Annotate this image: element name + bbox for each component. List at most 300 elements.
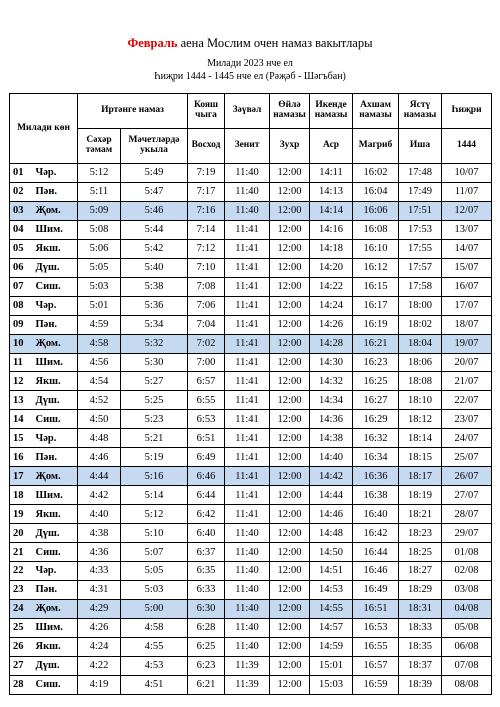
table-row [10,543,492,562]
asr-time: 14:22 [310,277,353,296]
sahar-time: 4:33 [78,562,121,581]
mechet-time: 4:55 [121,637,188,656]
mechet-time: 5:10 [121,524,188,543]
weekday: Шим. [34,353,78,372]
sunrise-time: 6:25 [188,637,225,656]
maghrib-time: 16:53 [353,618,399,637]
isha-time: 18:37 [399,656,442,675]
isha-time: 18:02 [399,315,442,334]
isha-time: 17:53 [399,220,442,239]
isha-time: 18:39 [399,675,442,694]
zuhr-time: 12:00 [270,618,310,637]
header-miladi-kon: Милади көн [10,94,78,164]
asr-time: 15:03 [310,675,353,694]
hijri-date: 22/07 [442,391,492,410]
sahar-time: 4:40 [78,505,121,524]
zenith-time: 11:41 [225,410,270,429]
maghrib-time: 16:02 [353,164,399,183]
zuhr-time: 12:00 [270,562,310,581]
header-zavval: Зәүвәл [225,94,270,129]
weekday: Дүш. [34,524,78,543]
sunrise-time: 6:57 [188,372,225,391]
isha-time: 17:49 [399,182,442,201]
zenith-time: 11:41 [225,315,270,334]
zuhr-time: 12:00 [270,675,310,694]
zuhr-time: 12:00 [270,334,310,353]
zenith-time: 11:41 [225,372,270,391]
maghrib-time: 16:34 [353,448,399,467]
asr-time: 14:40 [310,448,353,467]
sunrise-time: 7:12 [188,239,225,258]
mechet-time: 5:16 [121,467,188,486]
zenith-time: 11:39 [225,656,270,675]
hijri-date: 23/07 [442,410,492,429]
hijri-date: 02/08 [442,562,492,581]
sunrise-time: 6:55 [188,391,225,410]
asr-time: 14:50 [310,543,353,562]
day-number: 14 [10,410,34,429]
hijri-year-line: Һиҗри 1444 - 1445 нче ел (Рәҗәб - Шәгъбан) [154,71,346,82]
asr-time: 14:28 [310,334,353,353]
sunrise-time: 7:06 [188,296,225,315]
page-title [0,36,500,51]
mechet-time: 5:44 [121,220,188,239]
zuhr-time: 12:00 [270,429,310,448]
zenith-time: 11:41 [225,505,270,524]
maghrib-time: 16:21 [353,334,399,353]
isha-time: 17:55 [399,239,442,258]
mechet-time: 5:40 [121,258,188,277]
header-akhsham: Ахшам намазы [353,94,399,129]
isha-time: 17:58 [399,277,442,296]
zuhr-time: 12:00 [270,277,310,296]
day-number: 13 [10,391,34,410]
header-ikende: Икенде намазы [310,94,353,129]
zuhr-time: 12:00 [270,164,310,183]
hijri-date: 21/07 [442,372,492,391]
table-row [10,164,492,183]
isha-time: 17:48 [399,164,442,183]
weekday: Сиш. [34,675,78,694]
zenith-time: 11:40 [225,618,270,637]
day-number: 06 [10,258,34,277]
sunrise-time: 6:30 [188,599,225,618]
sahar-time: 4:52 [78,391,121,410]
hijri-date: 06/08 [442,637,492,656]
sunrise-time: 7:16 [188,201,225,220]
table-row [10,410,492,429]
weekday: Шим. [34,486,78,505]
table-row [10,637,492,656]
hijri-date: 11/07 [442,182,492,201]
maghrib-time: 16:49 [353,580,399,599]
weekday: Пән. [34,580,78,599]
zenith-time: 11:41 [225,334,270,353]
weekday: Дүш. [34,258,78,277]
day-number: 08 [10,296,34,315]
hijri-date: 24/07 [442,429,492,448]
day-number: 22 [10,562,34,581]
sunrise-time: 6:35 [188,562,225,581]
sunrise-time: 7:10 [188,258,225,277]
table-row [10,372,492,391]
maghrib-time: 16:29 [353,410,399,429]
mechet-time: 5:25 [121,391,188,410]
mechet-time: 5:27 [121,372,188,391]
weekday: Чәр. [34,164,78,183]
mechet-time: 5:03 [121,580,188,599]
zenith-time: 11:41 [225,277,270,296]
table-row [10,201,492,220]
sahar-time: 5:11 [78,182,121,201]
asr-time: 14:42 [310,467,353,486]
hijri-date: 10/07 [442,164,492,183]
mechet-time: 5:21 [121,429,188,448]
table-row [10,524,492,543]
asr-time: 14:14 [310,201,353,220]
weekday: Пән. [34,315,78,334]
zenith-time: 11:40 [225,562,270,581]
weekday: Сиш. [34,277,78,296]
mechet-time: 5:30 [121,353,188,372]
sahar-time: 4:29 [78,599,121,618]
mechet-time: 5:23 [121,410,188,429]
asr-time: 14:20 [310,258,353,277]
maghrib-time: 16:55 [353,637,399,656]
weekday: Җом. [34,599,78,618]
hijri-date: 18/07 [442,315,492,334]
sahar-time: 4:46 [78,448,121,467]
sahar-time: 4:59 [78,315,121,334]
hijri-date: 20/07 [442,353,492,372]
sunrise-time: 7:19 [188,164,225,183]
maghrib-time: 16:12 [353,258,399,277]
day-number: 15 [10,429,34,448]
zenith-time: 11:40 [225,637,270,656]
zenith-time: 11:41 [225,258,270,277]
asr-time: 14:53 [310,580,353,599]
sunrise-time: 6:53 [188,410,225,429]
table-row [10,656,492,675]
title-text: аена Мослим очен намаз вакытлары [177,36,373,50]
isha-time: 18:15 [399,448,442,467]
zuhr-time: 12:00 [270,599,310,618]
weekday: Дүш. [34,656,78,675]
maghrib-time: 16:06 [353,201,399,220]
maghrib-time: 16:51 [353,599,399,618]
zenith-time: 11:40 [225,543,270,562]
maghrib-time: 16:57 [353,656,399,675]
zuhr-time: 12:00 [270,315,310,334]
day-number: 27 [10,656,34,675]
header-zuhr: Зухр [270,129,310,164]
mechet-time: 5:49 [121,164,188,183]
isha-time: 18:06 [399,353,442,372]
asr-time: 15:01 [310,656,353,675]
sunrise-time: 6:23 [188,656,225,675]
table-row [10,562,492,581]
day-number: 05 [10,239,34,258]
isha-time: 18:04 [399,334,442,353]
maghrib-time: 16:04 [353,182,399,201]
day-number: 04 [10,220,34,239]
sunrise-time: 7:04 [188,315,225,334]
mechet-time: 4:58 [121,618,188,637]
table-row [10,675,492,694]
hijri-date: 17/07 [442,296,492,315]
header-mechet: Мәчетләрдә укыла [121,129,188,164]
header-magrib: Магриб [353,129,399,164]
hijri-date: 15/07 [442,258,492,277]
table-row [10,505,492,524]
mechet-time: 5:38 [121,277,188,296]
header-irtange-namaz: Иртәнге намаз [78,94,188,129]
asr-time: 14:34 [310,391,353,410]
sahar-time: 5:05 [78,258,121,277]
sahar-time: 4:42 [78,486,121,505]
asr-time: 14:55 [310,599,353,618]
sunrise-time: 6:28 [188,618,225,637]
weekday: Чәр. [34,429,78,448]
isha-time: 18:17 [399,467,442,486]
mechet-time: 5:19 [121,448,188,467]
mechet-time: 5:36 [121,296,188,315]
zenith-time: 11:41 [225,353,270,372]
day-number: 19 [10,505,34,524]
zenith-time: 11:41 [225,239,270,258]
zuhr-time: 12:00 [270,391,310,410]
maghrib-time: 16:44 [353,543,399,562]
day-number: 16 [10,448,34,467]
table-row [10,258,492,277]
table-row [10,618,492,637]
sahar-time: 4:56 [78,353,121,372]
day-number: 11 [10,353,34,372]
hijri-date: 25/07 [442,448,492,467]
sahar-time: 4:50 [78,410,121,429]
isha-time: 17:57 [399,258,442,277]
zuhr-time: 12:00 [270,258,310,277]
sunrise-time: 6:51 [188,429,225,448]
header-sahar: Сәхәр тәмам [78,129,121,164]
maghrib-time: 16:08 [353,220,399,239]
zuhr-time: 12:00 [270,372,310,391]
isha-time: 18:21 [399,505,442,524]
sahar-time: 4:38 [78,524,121,543]
zuhr-time: 12:00 [270,296,310,315]
maghrib-time: 16:15 [353,277,399,296]
table-row [10,580,492,599]
table-row [10,334,492,353]
zuhr-time: 12:00 [270,220,310,239]
sahar-time: 4:19 [78,675,121,694]
sahar-time: 4:26 [78,618,121,637]
sunrise-time: 6:49 [188,448,225,467]
isha-time: 18:31 [399,599,442,618]
maghrib-time: 16:38 [353,486,399,505]
day-number: 21 [10,543,34,562]
weekday: Пән. [34,448,78,467]
day-number: 03 [10,201,34,220]
day-number: 24 [10,599,34,618]
mechet-time: 5:42 [121,239,188,258]
day-number: 26 [10,637,34,656]
header-yastu: Ястү намазы [399,94,442,129]
day-number: 09 [10,315,34,334]
hijri-date: 04/08 [442,599,492,618]
gregorian-year-line: Милади 2023 нче ел [207,58,293,69]
sunrise-time: 6:42 [188,505,225,524]
sahar-time: 4:22 [78,656,121,675]
isha-time: 18:12 [399,410,442,429]
header-hijri-year: 1444 [442,129,492,164]
table-row [10,182,492,201]
sahar-time: 4:44 [78,467,121,486]
day-number: 02 [10,182,34,201]
zenith-time: 11:41 [225,467,270,486]
weekday: Сиш. [34,410,78,429]
hijri-date: 12/07 [442,201,492,220]
asr-time: 14:32 [310,372,353,391]
hijri-date: 19/07 [442,334,492,353]
weekday: Якш. [34,637,78,656]
header-oila: Өйлә намазы [270,94,310,129]
header-koyash-chyga: Кояш чыга [188,94,225,129]
asr-time: 14:44 [310,486,353,505]
zuhr-time: 12:00 [270,410,310,429]
day-number: 20 [10,524,34,543]
sahar-time: 4:36 [78,543,121,562]
weekday: Җом. [34,334,78,353]
sunrise-time: 7:02 [188,334,225,353]
zuhr-time: 12:00 [270,524,310,543]
table-row [10,277,492,296]
zenith-time: 11:41 [225,448,270,467]
sahar-time: 4:24 [78,637,121,656]
mechet-time: 5:05 [121,562,188,581]
hijri-date: 26/07 [442,467,492,486]
header-voskhod: Восход [188,129,225,164]
table-row [10,353,492,372]
maghrib-time: 16:25 [353,372,399,391]
asr-time: 14:11 [310,164,353,183]
day-number: 23 [10,580,34,599]
asr-time: 14:51 [310,562,353,581]
hijri-date: 27/07 [442,486,492,505]
zenith-time: 11:41 [225,486,270,505]
day-number: 12 [10,372,34,391]
weekday: Дүш. [34,391,78,410]
sahar-time: 5:06 [78,239,121,258]
sahar-time: 5:03 [78,277,121,296]
mechet-time: 5:46 [121,201,188,220]
zenith-time: 11:40 [225,599,270,618]
table-row [10,448,492,467]
weekday: Чәр. [34,562,78,581]
zuhr-time: 12:00 [270,239,310,258]
sunrise-time: 7:00 [188,353,225,372]
day-number: 10 [10,334,34,353]
hijri-date: 13/07 [442,220,492,239]
title-month: Февраль [127,36,178,50]
isha-time: 17:51 [399,201,442,220]
zuhr-time: 12:00 [270,580,310,599]
maghrib-time: 16:59 [353,675,399,694]
sunrise-time: 7:14 [188,220,225,239]
weekday: Җом. [34,201,78,220]
sunrise-time: 6:46 [188,467,225,486]
mechet-time: 5:00 [121,599,188,618]
maghrib-time: 16:10 [353,239,399,258]
zenith-time: 11:39 [225,675,270,694]
sahar-time: 5:12 [78,164,121,183]
zuhr-time: 12:00 [270,182,310,201]
zenith-time: 11:40 [225,201,270,220]
isha-time: 18:23 [399,524,442,543]
hijri-date: 05/08 [442,618,492,637]
asr-time: 14:16 [310,220,353,239]
sunrise-time: 6:40 [188,524,225,543]
zenith-time: 11:40 [225,182,270,201]
asr-time: 14:46 [310,505,353,524]
isha-time: 18:14 [399,429,442,448]
weekday: Якш. [34,372,78,391]
hijri-date: 16/07 [442,277,492,296]
maghrib-time: 16:46 [353,562,399,581]
sunrise-time: 6:37 [188,543,225,562]
table-row [10,296,492,315]
asr-time: 14:57 [310,618,353,637]
zuhr-time: 12:00 [270,543,310,562]
prayer-times-table [9,93,492,695]
asr-time: 14:30 [310,353,353,372]
asr-time: 14:26 [310,315,353,334]
weekday: Шим. [34,618,78,637]
asr-time: 14:48 [310,524,353,543]
isha-time: 18:19 [399,486,442,505]
sunrise-time: 7:08 [188,277,225,296]
isha-time: 18:29 [399,580,442,599]
zenith-time: 11:41 [225,429,270,448]
zenith-time: 11:41 [225,391,270,410]
maghrib-time: 16:40 [353,505,399,524]
hijri-date: 29/07 [442,524,492,543]
mechet-time: 5:32 [121,334,188,353]
table-row [10,391,492,410]
weekday: Шим. [34,220,78,239]
maghrib-time: 16:42 [353,524,399,543]
maghrib-time: 16:32 [353,429,399,448]
sahar-time: 4:54 [78,372,121,391]
sunrise-time: 7:17 [188,182,225,201]
isha-time: 18:35 [399,637,442,656]
zuhr-time: 12:00 [270,486,310,505]
table-row [10,239,492,258]
isha-time: 18:33 [399,618,442,637]
weekday: Якш. [34,505,78,524]
zuhr-time: 12:00 [270,448,310,467]
header-zenit: Зенит [225,129,270,164]
mechet-time: 5:47 [121,182,188,201]
isha-time: 18:00 [399,296,442,315]
weekday: Якш. [34,239,78,258]
hijri-date: 07/08 [442,656,492,675]
mechet-time: 5:34 [121,315,188,334]
table-row [10,220,492,239]
table-row [10,486,492,505]
maghrib-time: 16:23 [353,353,399,372]
mechet-time: 4:51 [121,675,188,694]
